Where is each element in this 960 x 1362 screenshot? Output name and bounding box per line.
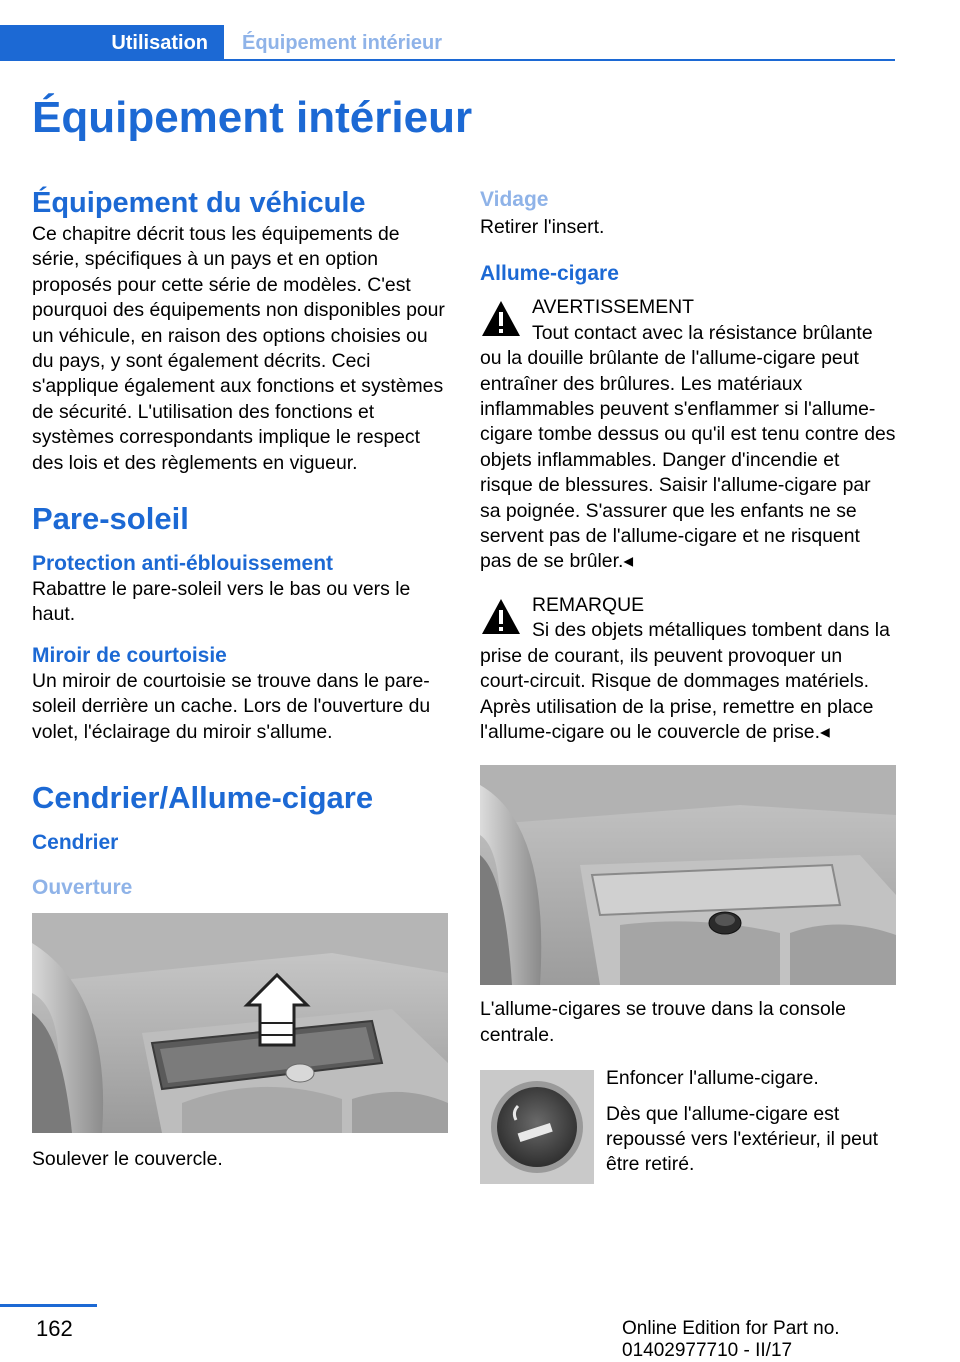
subsection-body-anti-eblouissement: Rabattre le pare-soleil vers le bas ou vers le haut. [32, 578, 411, 626]
vidage-body: Retirer l'insert. [480, 216, 605, 238]
page-header [0, 0, 895, 61]
lighter-steps-text [606, 1066, 896, 1188]
cigarette-lighter-console-photo [480, 765, 896, 985]
subsubsection-title-vidage: Vidage [480, 188, 549, 211]
warning-triangle-icon [480, 597, 522, 637]
warning-body-avertissement: Tout contact avec la résistance brûlante ou la douille brûlante de l'allume-cigare peut entraîner des brûlures. Les matériaux inflammables peuvent s'enflammer si l'allume-cigare tombe dessus ou qu'il est tenu contre des objets inflammables. Danger d'incendie et risque de blessures. Saisir l'allume-cigare par sa poignée. S'assurer que les enfants ne se servent pas de l'allume-cigare et ne risquent pas de se brûler.◂ [480, 321, 896, 573]
page-number: 162 [36, 1316, 73, 1341]
section-body-equipement-vehicule: Ce chapitre décrit tous les équipements de série, spécifiques à un pays et en option proposés pour cette série de modèles. C'est pourquoi des équipements non disponibles pour un véhicule, en raison des options choisies ou du pays, y sont également décrits. Ceci s'applique également aux fonctions et systèmes de sécurité. L'utilisation des fonctions et systèmes correspondants implique le respect des lois et des règlements en vigueur. [32, 223, 445, 474]
subsection-title-cendrier: Cendrier [32, 831, 119, 855]
subsection-title-anti-eblouissement: Protection anti-éblouissement [32, 552, 334, 576]
header-rule [224, 59, 895, 61]
warning-block-avertissement [480, 295, 896, 574]
warning-label-remarque: REMARQUE [532, 593, 645, 616]
edition-note: Online Edition for Part no. 01402977710 - II/17 [622, 1318, 840, 1361]
warning-triangle-icon [480, 299, 522, 339]
subsection-body-miroir: Un miroir de courtoisie se trouve dans le pare-soleil derrière un cache. Lors de l'ouverture du volet, l'éclairage du miroir s'allume. [32, 669, 431, 743]
step-retirer: Dès que l'allume-cigare est repoussé vers l'extérieur, il peut être retiré. [606, 1102, 879, 1176]
cigarette-lighter-icon [480, 1070, 594, 1184]
section-title-pare-soleil: Pare-soleil [32, 501, 189, 537]
right-column [480, 186, 896, 1188]
lighter-steps-row [480, 1066, 896, 1188]
step-enfoncer: Enfoncer l'allume-cigare. [606, 1067, 819, 1090]
warning-block-remarque [480, 593, 896, 745]
header-tab-utilisation[interactable]: Utilisation [0, 25, 224, 61]
warning-label-avertissement: AVERTISSEMENT [532, 296, 694, 319]
caption-soulever-couvercle: Soulever le couvercle. [32, 1148, 223, 1171]
header-tab-equipement[interactable]: Équipement intérieur [242, 31, 443, 54]
section-title-cendrier-allume-cigare: Cendrier/Allume-cigare [32, 780, 374, 816]
section-title-equipement-vehicule: Équipement du véhicule [32, 187, 366, 219]
page-title: Équipement intérieur [32, 93, 473, 142]
subsection-title-miroir: Miroir de courtoisie [32, 643, 227, 667]
warning-body-remarque: Si des objets métalliques tombent dans la prise de courant, ils peuvent provoquer un court-circuit. Risque de dommages matériels. Après utilisation de la prise, remettre en place l'allume-cigare ou le couvercle de prise.◂ [480, 619, 890, 743]
caption-allume-cigare-console: L'allume-cigares se trouve dans la console centrale. [480, 998, 846, 1046]
footer-rule [0, 1304, 97, 1307]
subsection-title-allume-cigare: Allume-cigare [480, 262, 619, 286]
subsubsection-title-ouverture: Ouverture [32, 876, 133, 900]
ashtray-opening-photo [32, 913, 448, 1133]
left-column [32, 186, 448, 1187]
